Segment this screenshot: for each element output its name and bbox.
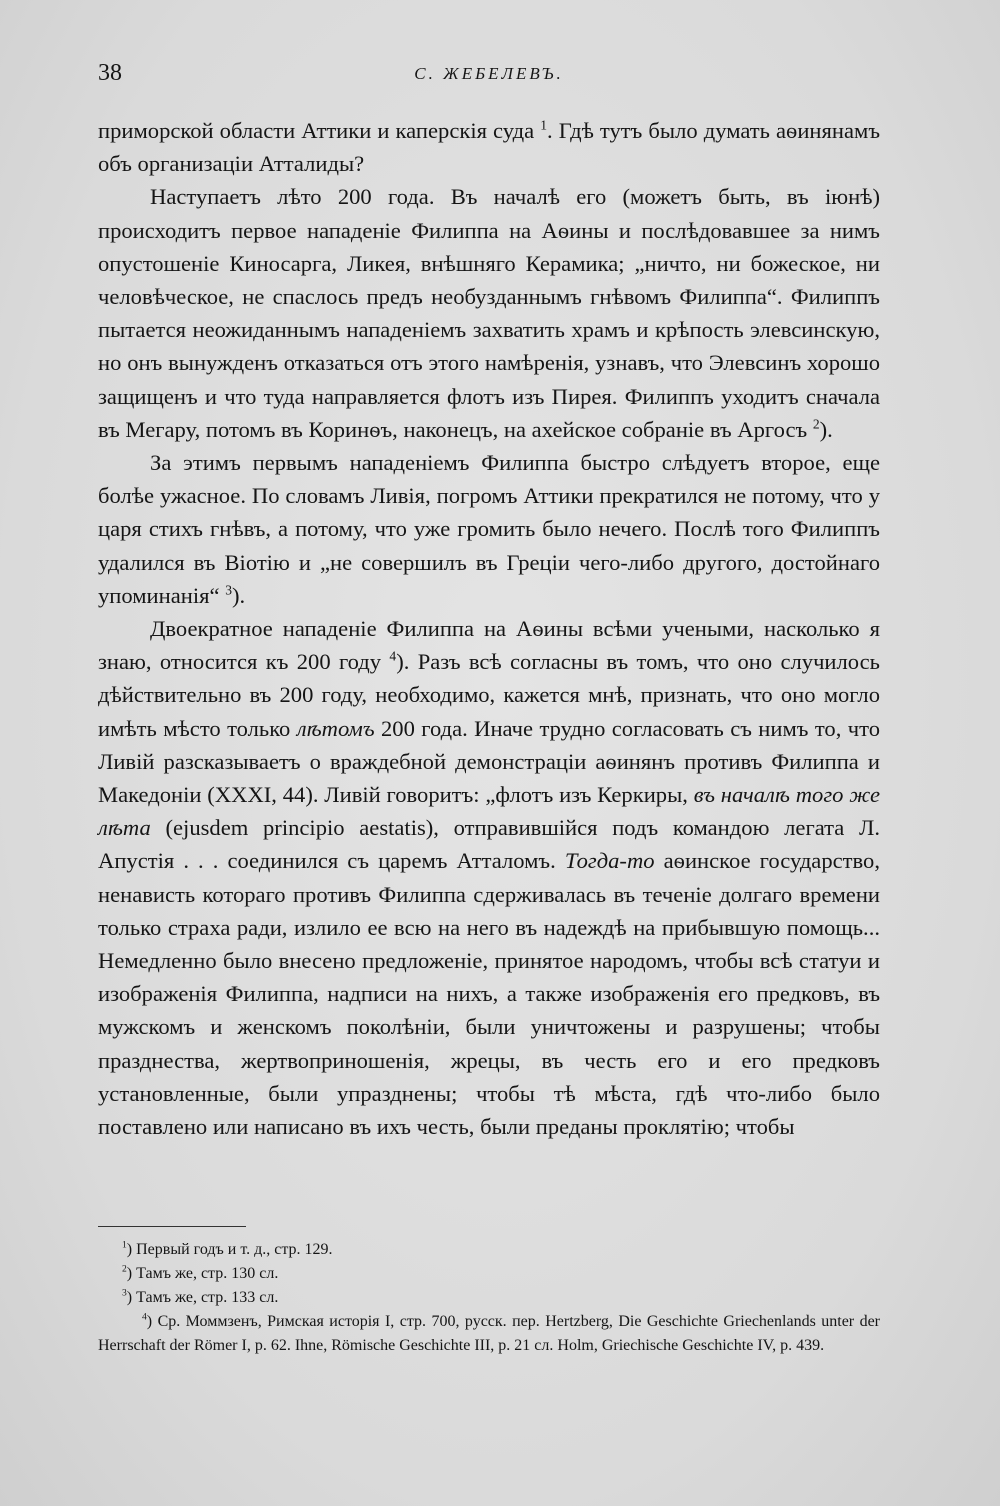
page-header <box>98 60 880 92</box>
paragraph-4-text-a: Двоекратное нападеніе Филиппа на Аѳины всѣми учеными, насколько я знаю, относится къ 200 году <box>98 616 880 675</box>
paragraph-4-text-d: (ejusdem principio aestatis), отправившійся подъ командою легата Л. Апустія . . . соединился съ царемъ Атталомъ. <box>98 815 880 874</box>
paragraph-4 <box>98 612 880 1143</box>
footnote-text: ) Первый годъ и т. д., стр. 129. <box>126 1241 333 1258</box>
paragraph-2-end: ). <box>819 416 833 442</box>
paragraph-3 <box>98 446 880 612</box>
footnote-ref-3: 3 <box>225 582 232 598</box>
footnote-number: 4 <box>142 1311 147 1323</box>
footnote-1 <box>98 1238 880 1262</box>
paragraph-4-text-e: аѳинское государство, ненависть котораго противъ Филиппа сдерживалась въ теченіе долгаго времени только страха ради, излило ее всю на него въ надеждѣ на прибывшую помощь... Немедленно было внесено предложеніе, принятое народомъ, чтобы всѣ статуи и изображенія Филиппа, надписи на нихъ, а также изображенія его предковъ, въ мужскомъ и женскомъ поколѣніи, были уничтожены и разрушены; чтобы празднества, жертвоприношенія, жрецы, въ честь его и его предковъ установленные, были упразднены; чтобы тѣ мѣста, гдѣ что-либо было поставлено или написано въ ихъ честь, были преданы проклятію; чтобы <box>98 848 880 1140</box>
footnote-divider <box>98 1226 246 1227</box>
footnote-ref-2: 2 <box>812 416 820 432</box>
paragraph-4-text-c: 200 года. Иначе трудно согласовать съ нимъ то, что Ливій разсказываетъ о враждебной демонстраціи аѳинянъ противъ Филиппа и Македоніи (XXXI, 44). Ливій говоритъ: „флотъ изъ Керкиры, <box>98 715 880 808</box>
footnote-ref-4: 4 <box>389 648 397 664</box>
paragraph-2 <box>98 180 880 446</box>
footnote-2 <box>98 1262 880 1286</box>
footnote-number: 3 <box>122 1287 127 1299</box>
running-head: С. ЖЕБЕЛЕВЪ. <box>414 64 564 83</box>
paragraph-1 <box>98 114 880 180</box>
footnote-text: ) Тамъ же, стр. 130 сл. <box>126 1265 279 1282</box>
footnote-text: ) Ср. Моммзенъ, Римская исторія I, стр. 700, русск. пер. Hertzberg, Die Geschichte Griechenlands unter der Herrschaft der Römer I, p. 62. Ihne, Römische Geschichte III, p. 21 сл. Holm, Griechische Geschichte IV, p. 439. <box>98 1313 880 1354</box>
footnote-3 <box>98 1286 880 1310</box>
paragraph-4-text-b: ). Разъ всѣ согласны въ томъ, что оно случилось дѣйствительно въ 200 году, необходимо, кажется мнѣ, признать, что оно могло имѣть мѣсто только <box>98 649 880 741</box>
paragraph-1-end: . Гдѣ тутъ было думать аѳинянамъ объ организаціи Атталиды? <box>98 118 881 177</box>
paragraph-2-text: Наступаетъ лѣто 200 года. Въ началѣ его (можетъ быть, въ іюнѣ) происходитъ первое нападеніе Филиппа на Аѳины и послѣдовавшее за нимъ опустошеніе Киносарга, Ликея, внѣшняго Керамика; „ничто, ни божеское, ни человѣческое, не спаслось предъ необузданнымъ гнѣвомъ Филиппа“. Филиппъ пытается неожиданнымъ нападеніемъ захватить храмъ и крѣпость элевсинскую, но онъ вынужденъ отказаться отъ этого намѣренія, узнавъ, что Элевсинъ хорошо защищенъ и что туда направляется флотъ изъ Пирея. Филиппъ уходитъ сначала въ Мегару, потомъ въ Коринѳъ, наконецъ, на ахейское собраніе въ Аргосъ <box>98 184 880 442</box>
footnote-text: ) Тамъ же, стр. 133 сл. <box>126 1289 279 1306</box>
emphasis-summer: лѣтомъ <box>296 715 375 741</box>
footnote-ref-1: 1 <box>540 117 548 133</box>
paragraph-3-text: За этимъ первымъ нападеніемъ Филиппа быстро слѣдуетъ второе, еще болѣе ужасное. По словамъ Ливія, погромъ Аттики прекратился не потому, что у царя стихъ гнѣвъ, а потому, что уже громить было нечего. Послѣ того Филиппъ удалился въ Віотію и „не совершилъ въ Греціи чего-либо другого, достойнаго упоминанія“ <box>98 450 880 608</box>
paragraph-3-end: ). <box>232 582 246 608</box>
emphasis-then: Тогда-то <box>564 848 655 874</box>
footnote-4 <box>98 1310 880 1358</box>
main-text <box>98 114 880 1143</box>
footnote-number: 2 <box>122 1263 127 1275</box>
page-number: 38 <box>98 60 122 86</box>
paragraph-1-text: приморской области Аттики и каперскія суда <box>98 118 535 143</box>
footnote-number: 1 <box>122 1239 127 1251</box>
emphasis-beginning-of-summer: въ началѣ того же лѣта <box>98 782 880 841</box>
footnotes <box>98 1238 880 1358</box>
